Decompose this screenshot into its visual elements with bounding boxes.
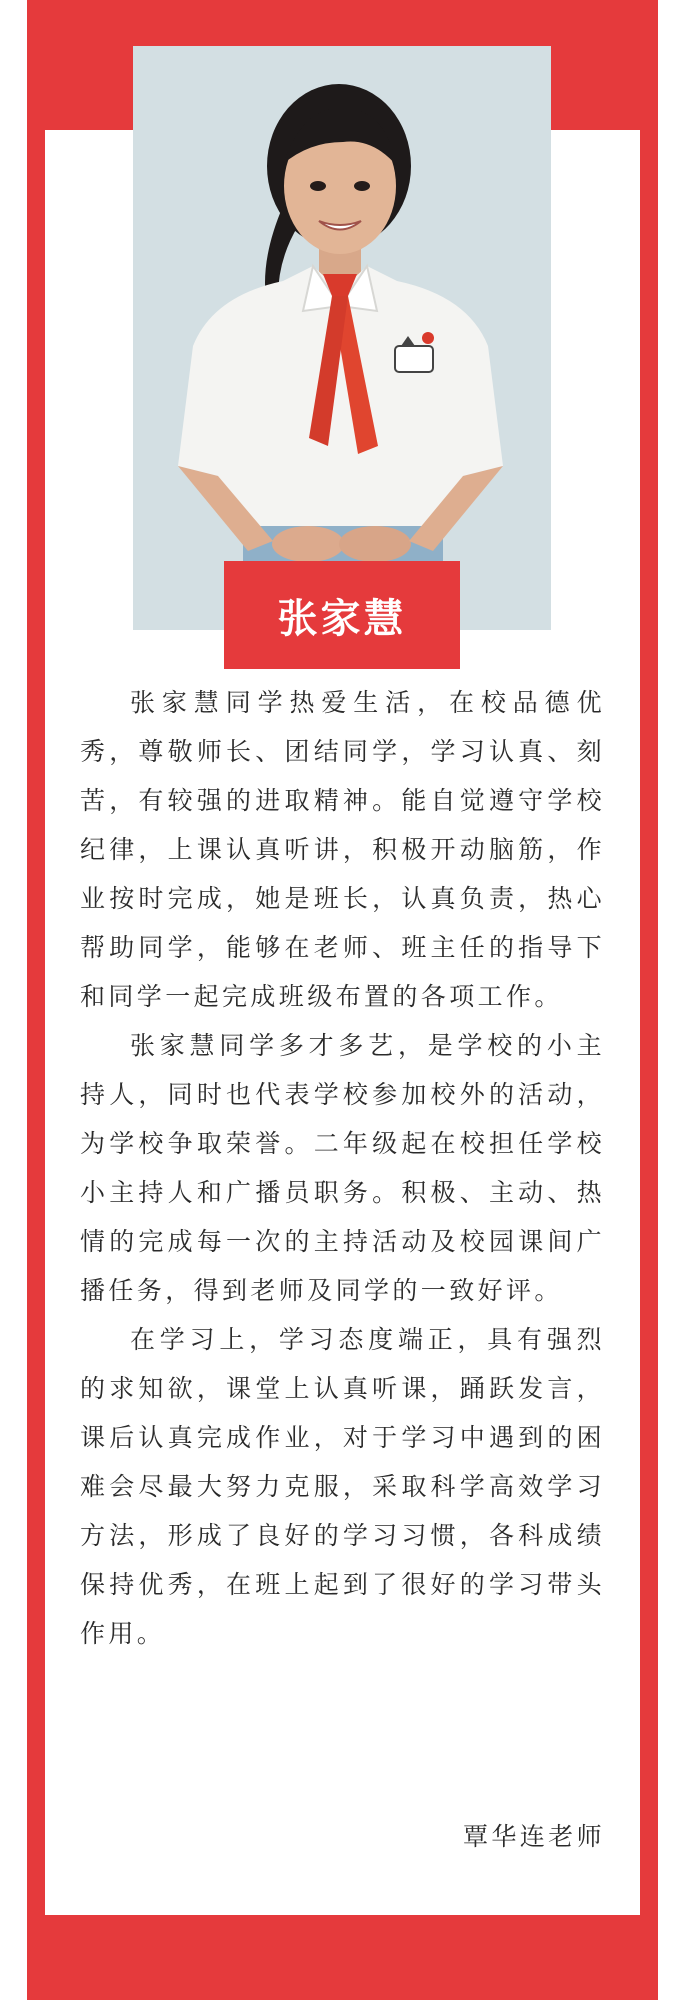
student-name: 张家慧: [277, 595, 407, 642]
student-portrait-photo: [133, 46, 551, 630]
description-text: [80, 678, 605, 1658]
teacher-signature: 覃华连老师: [462, 1822, 605, 1851]
paragraph-study: 在学习上，学习态度端正，具有强烈的求知欲，课堂上认真听课，踊跃发言，课后认真完成作业，对于学习中遇到的困难会尽最大努力克服，采取科学高效学习方法，形成了良好的学习习惯，各科成绩保持优秀，在班上起到了很好的学习带头作用。: [80, 1325, 605, 1648]
paragraph-talents: 张家慧同学多才多艺，是学校的小主持人，同时也代表学校参加校外的活动，为学校争取荣誉。二年级起在校担任学校小主持人和广播员职务。积极、主动、热情的完成每一次的主持活动及校园课间广播任务，得到老师及同学的一致好评。: [80, 1031, 605, 1305]
paragraph-character: 张家慧同学热爱生活，在校品德优秀，尊敬师长、团结同学，学习认真、刻苦，有较强的进取精神。能自觉遵守学校纪律，上课认真听讲，积极开动脑筋，作业按时完成，她是班长，认真负责，热心帮助同学，能够在老师、班主任的指导下和同学一起完成班级布置的各项工作。: [80, 688, 605, 1011]
name-plate: [224, 561, 460, 669]
portrait-illustration: [133, 46, 551, 630]
